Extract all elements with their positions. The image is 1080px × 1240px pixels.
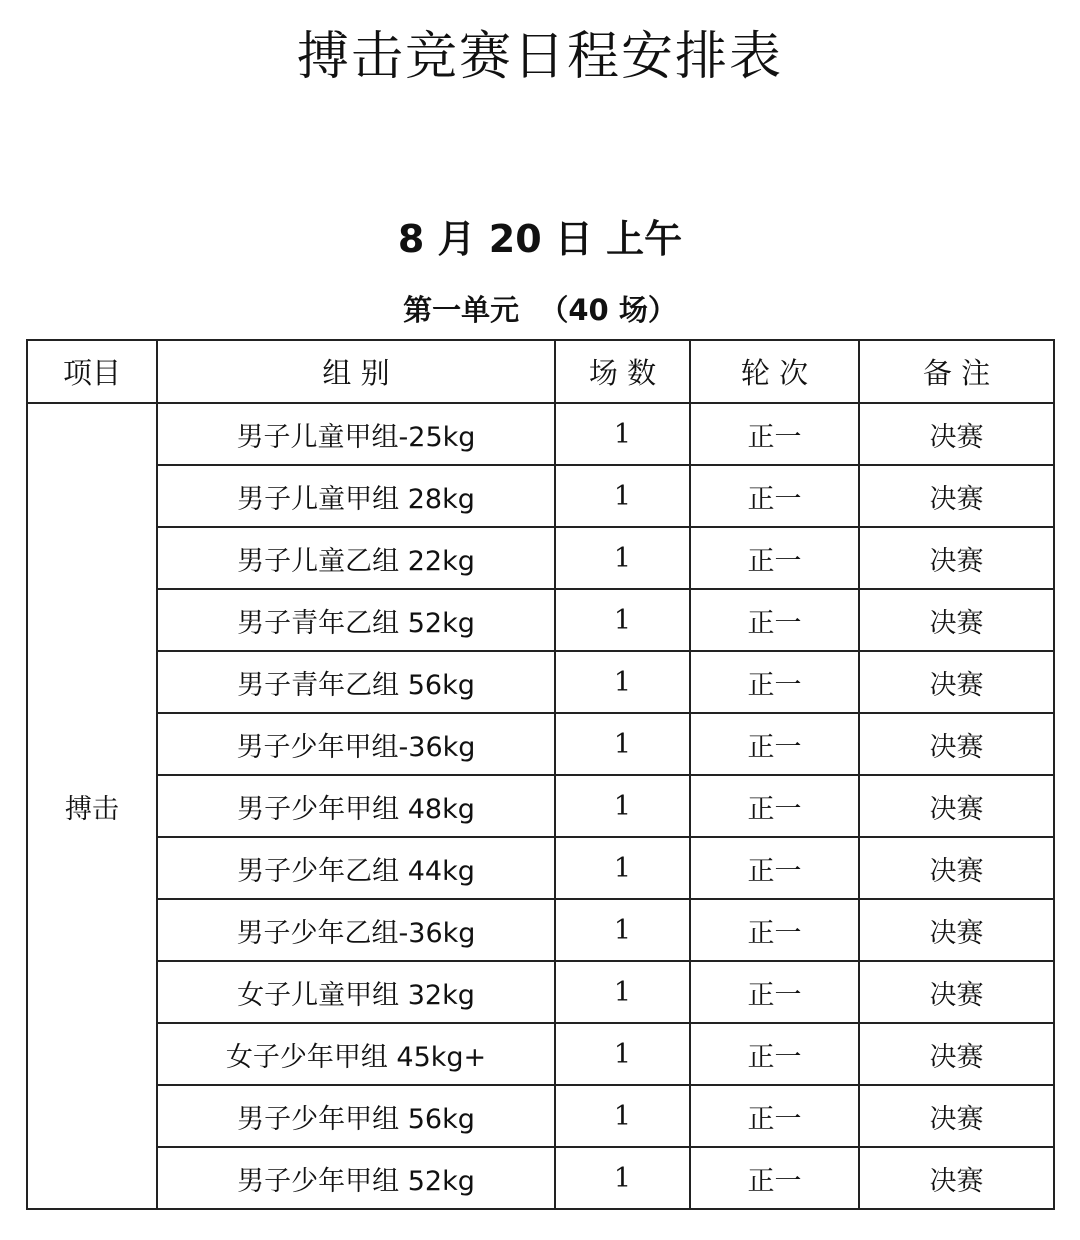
table-row (27, 1147, 1054, 1209)
session-date-heading: 8 月 20 日 上午 (397, 217, 683, 261)
table-row (27, 651, 1054, 713)
table-row (27, 589, 1054, 651)
round-cell: 正一 (690, 1147, 859, 1209)
matches-cell: 1 (555, 1023, 690, 1085)
note-cell: 决赛 (859, 1147, 1054, 1209)
table-row (27, 527, 1054, 589)
matches-cell: 1 (555, 1085, 690, 1147)
matches-cell: 1 (555, 403, 690, 465)
matches-cell: 1 (555, 1147, 690, 1209)
group-cell: 男子儿童乙组 22kg (157, 527, 555, 589)
header-round: 轮 次 (690, 340, 859, 403)
matches-cell: 1 (555, 899, 690, 961)
group-cell: 男子少年甲组 52kg (157, 1147, 555, 1209)
group-cell: 男子少年乙组-36kg (157, 899, 555, 961)
round-cell: 正一 (690, 527, 859, 589)
note-cell: 决赛 (859, 527, 1054, 589)
note-cell: 决赛 (859, 961, 1054, 1023)
header-group: 组 别 (157, 340, 555, 403)
header-matches: 场 数 (555, 340, 690, 403)
table-row (27, 713, 1054, 775)
group-cell: 女子儿童甲组 32kg (157, 961, 555, 1023)
note-cell: 决赛 (859, 1085, 1054, 1147)
event-cell: 搏击 (27, 403, 157, 1209)
matches-cell: 1 (555, 589, 690, 651)
matches-cell: 1 (555, 713, 690, 775)
group-cell: 男子青年乙组 52kg (157, 589, 555, 651)
group-cell: 男子少年乙组 44kg (157, 837, 555, 899)
round-cell: 正一 (690, 1023, 859, 1085)
group-cell: 男子少年甲组 48kg (157, 775, 555, 837)
matches-cell: 1 (555, 837, 690, 899)
table-row (27, 403, 1054, 465)
note-cell: 决赛 (859, 899, 1054, 961)
table-row (27, 837, 1054, 899)
round-cell: 正一 (690, 589, 859, 651)
table-row (27, 899, 1054, 961)
matches-cell: 1 (555, 651, 690, 713)
group-cell: 男子青年乙组 56kg (157, 651, 555, 713)
note-cell: 决赛 (859, 651, 1054, 713)
header-event: 项目 (27, 340, 157, 403)
round-cell: 正一 (690, 651, 859, 713)
note-cell: 决赛 (859, 775, 1054, 837)
note-cell: 决赛 (859, 713, 1054, 775)
round-cell: 正一 (690, 899, 859, 961)
group-cell: 男子少年甲组-36kg (157, 713, 555, 775)
round-cell: 正一 (690, 403, 859, 465)
group-cell: 男子儿童甲组-25kg (157, 403, 555, 465)
table-row (27, 465, 1054, 527)
note-cell: 决赛 (859, 465, 1054, 527)
header-note: 备 注 (859, 340, 1054, 403)
round-cell: 正一 (690, 1085, 859, 1147)
round-cell: 正一 (690, 465, 859, 527)
table-row (27, 1085, 1054, 1147)
table-row (27, 775, 1054, 837)
table-row (27, 1023, 1054, 1085)
note-cell: 决赛 (859, 403, 1054, 465)
matches-cell: 1 (555, 465, 690, 527)
round-cell: 正一 (690, 837, 859, 899)
unit-heading: 第一单元 （40 场） (403, 293, 677, 327)
matches-cell: 1 (555, 775, 690, 837)
matches-cell: 1 (555, 527, 690, 589)
group-cell: 男子儿童甲组 28kg (157, 465, 555, 527)
group-cell: 男子少年甲组 56kg (157, 1085, 555, 1147)
document-title: 搏击竞赛日程安排表 (296, 27, 783, 87)
note-cell: 决赛 (859, 837, 1054, 899)
matches-cell: 1 (555, 961, 690, 1023)
round-cell: 正一 (690, 775, 859, 837)
round-cell: 正一 (690, 961, 859, 1023)
table-row (27, 961, 1054, 1023)
round-cell: 正一 (690, 713, 859, 775)
group-cell: 女子少年甲组 45kg+ (157, 1023, 555, 1085)
schedule-table (26, 339, 1055, 1210)
note-cell: 决赛 (859, 589, 1054, 651)
table-header-row (27, 340, 1054, 403)
note-cell: 决赛 (859, 1023, 1054, 1085)
schedule-body (27, 403, 1054, 1209)
